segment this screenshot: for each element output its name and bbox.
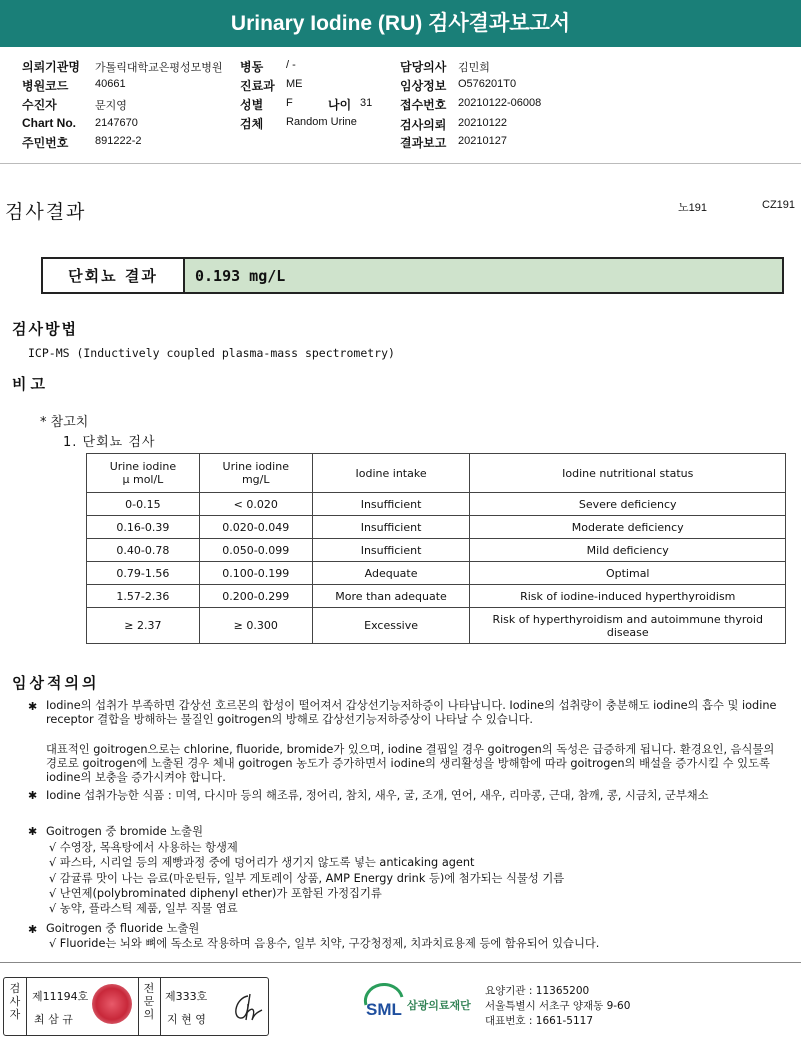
cell: Risk of iodine-induced hyperthyroidism: [470, 585, 786, 608]
age-label: 나이: [328, 98, 352, 112]
cell: 0-0.15: [87, 493, 200, 516]
list-item: √ 농약, 플라스틱 제품, 일부 직물 염료: [49, 902, 238, 916]
list-item: √ 수영장, 목욕탕에서 사용하는 항생제: [49, 841, 238, 854]
clinical-label: 임상정보: [400, 79, 447, 93]
bullet-icon: ✱: [28, 825, 38, 838]
result-label: 단회뇨 결과: [43, 259, 185, 292]
fluoride-title: Goitrogen 중 fluoride 노출원: [46, 922, 200, 935]
doctor-label: 담당의사: [400, 60, 447, 74]
ward-label: 병동: [240, 60, 264, 74]
specialist-name: 지 현 영: [167, 1013, 206, 1026]
org-info: [485, 984, 630, 1029]
cell: Risk of hyperthyroidism and autoimmune thyroid disease: [470, 608, 786, 644]
receipt-label: 접수번호: [400, 98, 447, 112]
clinical-value: O576201T0: [458, 78, 517, 90]
cell: 0.40-0.78: [87, 539, 200, 562]
ref-subtitle: 1. 단회뇨 검사: [63, 435, 156, 450]
dept-value: ME: [286, 78, 303, 90]
list-item: √ 파스타, 시리얼 등의 제빵과정 중에 덩어리가 생기지 않도록 넣는 anticaking agent: [49, 856, 475, 870]
table-row: [87, 539, 786, 562]
cell: Insufficient: [312, 516, 470, 539]
code-left: 노191: [678, 202, 707, 214]
cell: 0.020-0.049: [199, 516, 312, 539]
col-intake: Iodine intake: [312, 454, 470, 493]
bullet-icon: ✱: [28, 923, 38, 936]
report-value: 20210127: [458, 135, 507, 147]
cell: 0.16-0.39: [87, 516, 200, 539]
list-item: √ Fluoride는 뇌와 뼈에 독소로 작용하며 음용수, 일부 치약, 구강청정제, 치과치료용제 등에 함유되어 있습니다.: [49, 937, 600, 950]
cell: Mild deficiency: [470, 539, 786, 562]
patient-label: 수진자: [22, 98, 57, 112]
table-row: [87, 493, 786, 516]
col-mg: Urine iodine mg/L: [199, 454, 312, 493]
chart-label: Chart No.: [22, 116, 76, 130]
list-item: √ 감귤류 맛이 나는 음료(마운틴듀, 일부 게토레이 상품, AMP Energy drink 등)에 첨가되는 식물성 기름: [49, 871, 565, 885]
chart-value: 2147670: [95, 117, 138, 129]
sex-label: 성별: [240, 98, 264, 112]
cell: Insufficient: [312, 493, 470, 516]
cell: 0.79-1.56: [87, 562, 200, 585]
institution-label: 의뢰기관명: [22, 60, 80, 74]
clinical-p3: Iodine 섭취가능한 식품 : 미역, 다시마 등의 해조류, 정어리, 참치, 새우, 굴, 조개, 연어, 새우, 리마콩, 근대, 참깨, 콩, 시금치, 군부채소: [46, 789, 709, 802]
cell: 0.200-0.299: [199, 585, 312, 608]
bromide-title: Goitrogen 중 bromide 노출원: [46, 825, 203, 838]
svg-text:SML: SML: [366, 1000, 402, 1019]
signature-box: [3, 977, 269, 1036]
cell: < 0.020: [199, 493, 312, 516]
inspector-no: 제11194호: [32, 990, 89, 1003]
inspector-label: 검 사 자: [9, 982, 21, 1021]
doctor-value: 김민희: [458, 62, 490, 74]
inspector-name: 최 삼 규: [34, 1013, 73, 1026]
fluoride-list: [49, 937, 801, 951]
reference-table: [86, 453, 786, 644]
table-row: [87, 608, 786, 644]
cell: 1.57-2.36: [87, 585, 200, 608]
result-value: 0.193 mg/L: [185, 259, 782, 292]
cell: Insufficient: [312, 539, 470, 562]
age-value: 31: [360, 97, 373, 109]
cell: Excessive: [312, 608, 470, 644]
org-line: 서울특별시 서초구 양재동 9-60: [485, 1000, 631, 1012]
method-heading: 검사방법: [12, 320, 78, 338]
method-text: ICP-MS (Inductively coupled plasma-mass spectrometry): [28, 346, 395, 360]
dept-label: 진료과: [240, 79, 275, 93]
cell: Adequate: [312, 562, 470, 585]
patient-value: 문지영: [95, 100, 127, 112]
signature-image: [226, 990, 264, 1024]
code-right: CZ191: [762, 199, 796, 211]
ref-title: * 참고치: [40, 415, 89, 430]
sex-value: F: [286, 97, 293, 109]
patient-info: [0, 54, 801, 164]
cell: ≥ 0.300: [199, 608, 312, 644]
report-title: Urinary Iodine (RU) 검사결과보고서: [0, 0, 801, 47]
seal-stamp: [92, 984, 132, 1024]
results-heading: 검사결과: [5, 201, 87, 223]
report-label: 결과보고: [400, 136, 447, 150]
hospital-code-value: 40661: [95, 78, 126, 90]
specimen-label: 검체: [240, 117, 264, 131]
cell: 0.100-0.199: [199, 562, 312, 585]
request-value: 20210122: [458, 117, 507, 129]
cell: 0.050-0.099: [199, 539, 312, 562]
bullet-icon: ✱: [28, 700, 38, 713]
org-name: 삼광의료재단: [407, 999, 471, 1012]
bromide-list: [49, 840, 801, 916]
footer: [0, 962, 801, 1040]
hospital-code-label: 병원코드: [22, 79, 69, 93]
cell: Moderate deficiency: [470, 516, 786, 539]
table-row: [87, 585, 786, 608]
cell: ≥ 2.37: [87, 608, 200, 644]
list-item: √ 난연제(polybrominated diphenyl ether)가 포함된 가정집기류: [49, 886, 382, 900]
table-row: [87, 562, 786, 585]
specialist-no: 제333호: [165, 990, 208, 1003]
clinical-p2: 대표적인 goitrogen으로는 chlorine, fluoride, bromide가 있으며, iodine 결핍일 경우 goitrogen의 독성은 급증하게 됩니다. 환경요인, 음식물의 경로로 goitrogen에 노출된 경우 체내 goitrogen 농도가 증가하면서 iodine의 생리활성을 방해함에 따라 goitrogen의 배설을 증가시킬 수 있도록 iodine의 보충을 증가시켜야 합니다.: [46, 743, 775, 784]
cell: More than adequate: [312, 585, 470, 608]
org-line: 대표번호 : 1661-5117: [485, 1015, 594, 1027]
receipt-value: 20210122-06008: [458, 97, 542, 109]
cell: Optimal: [470, 562, 786, 585]
sml-logo-icon: [362, 983, 402, 1021]
request-label: 검사의뢰: [400, 118, 447, 132]
rrn-label: 주민번호: [22, 136, 69, 150]
cell: Severe deficiency: [470, 493, 786, 516]
specialist-label: 전 문 의: [143, 982, 155, 1021]
institution-value: 가톨릭대학교은평성모병원: [95, 62, 223, 74]
clinical-heading: 임상적의의: [12, 674, 100, 692]
table-row: [87, 516, 786, 539]
table-header-row: [87, 454, 786, 493]
bullet-icon: ✱: [28, 789, 38, 802]
specimen-value: Random Urine: [286, 116, 357, 128]
org-line: 요양기관 : 11365200: [485, 985, 590, 997]
result-box: [41, 257, 784, 294]
rrn-value: 891222-2: [95, 135, 142, 147]
ward-value: / -: [286, 59, 296, 71]
clinical-p1: Iodine의 섭취가 부족하면 갑상선 호르몬의 합성이 떨어져서 갑상선기능저하증이 나타납니다. Iodine의 섭취량이 충분해도 iodine의 흡수 및 iodine receptor 결합을 방해하는 물질인 goitrogen의 방해로 갑상선기능저하증상이 나타날 수 있습니다.: [46, 699, 777, 726]
remarks-heading: 비고: [12, 375, 49, 393]
col-status: Iodine nutritional status: [470, 454, 786, 493]
col-umol: Urine iodine μ mol/L: [87, 454, 200, 493]
